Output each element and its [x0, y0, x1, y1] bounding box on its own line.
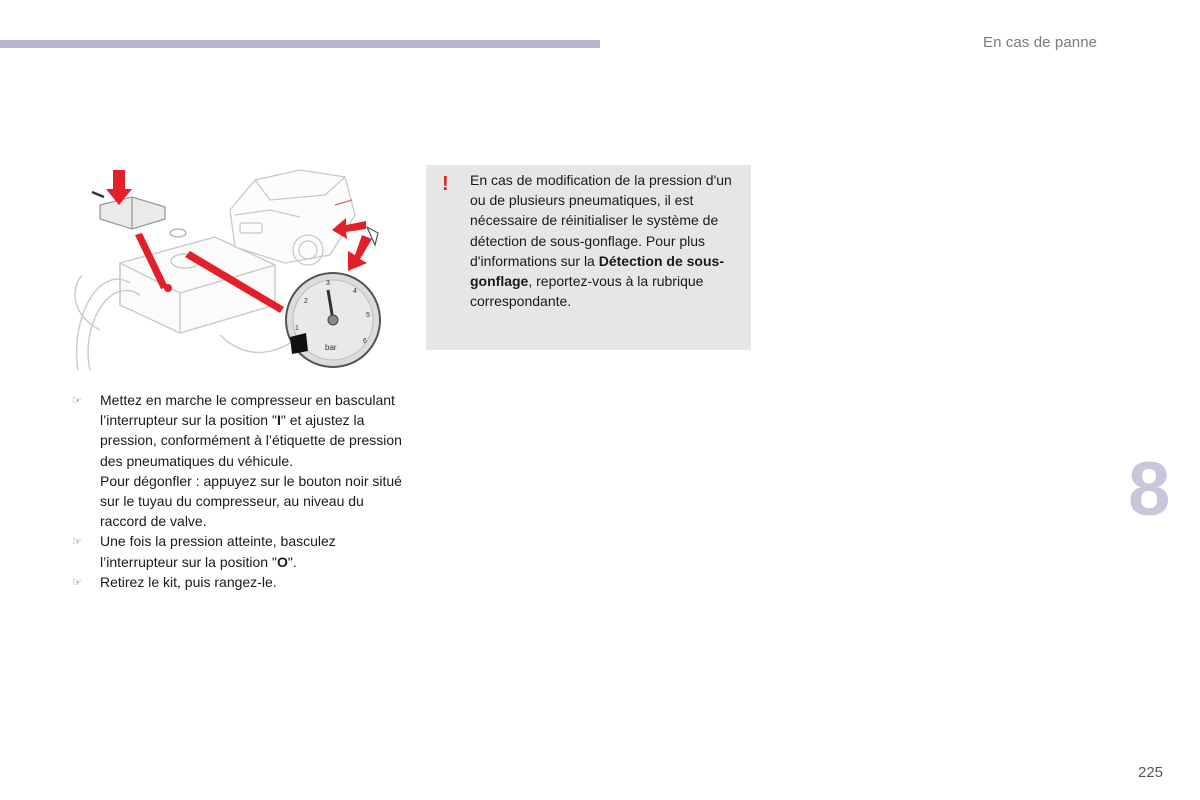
page-number: 225 — [1138, 764, 1164, 781]
gauge-tick-label: 6 — [363, 338, 367, 345]
warning-reference-link: Détection de sous-gonflage — [470, 252, 724, 290]
instruction-text: Retirez le kit, puis rangez-le. — [100, 573, 277, 590]
switch-position-off: O — [276, 553, 288, 570]
header-accent-bar — [0, 40, 600, 48]
warning-icon: ! — [442, 173, 449, 195]
list-item — [72, 531, 402, 571]
warning-box — [426, 165, 751, 350]
section-title: En cas de panne — [983, 34, 1098, 51]
gauge-tick-label: 3 — [326, 280, 330, 287]
hand-pointer-icon: ☞ — [72, 576, 82, 589]
instruction-text: Une fois la pression atteinte, basculez l’interrupteur sur la position "O". — [100, 533, 336, 570]
sealant-bottle-drawing — [92, 192, 186, 237]
chapter-number: 8 — [1128, 447, 1171, 532]
gauge-tick-label: 1 — [295, 325, 299, 332]
hand-pointer-icon: ☞ — [72, 536, 82, 549]
gauge-tick-label: 4 — [353, 288, 357, 295]
car-drawing — [230, 170, 355, 265]
pressure-gauge-drawing — [286, 273, 380, 367]
list-item — [72, 390, 402, 531]
gauge-tick-label: 2 — [304, 298, 308, 305]
warning-text: En cas de modification de la pression d'un ou de plusieurs pneumatiques, il est nécessaire de réinitialiser le système de détection de sous-gonflage. Pour plus d'informations sur la Détection de sous-gonflage, reportez-vous à la rubrique correspondante. — [470, 172, 732, 310]
switch-position-on: I — [276, 412, 281, 429]
instruction-text: Mettez en marche le compresseur en basculant l’interrupteur sur la position "I" et ajustez la pression, conformément à l’étiquette de pression des pneumatiques du véhicule. — [100, 392, 402, 469]
list-item — [72, 572, 402, 592]
compressor-illustration — [70, 155, 390, 370]
hand-pointer-icon: ☞ — [72, 395, 82, 407]
gauge-unit-label: bar — [325, 343, 337, 352]
gauge-tick-label: 5 — [366, 312, 370, 319]
deflate-instruction-text: Pour dégonfler : appuyez sur le bouton noir situé sur le tuyau du compresseur, au niveau du raccord de valve. — [100, 472, 402, 530]
instructions-list — [72, 390, 402, 592]
